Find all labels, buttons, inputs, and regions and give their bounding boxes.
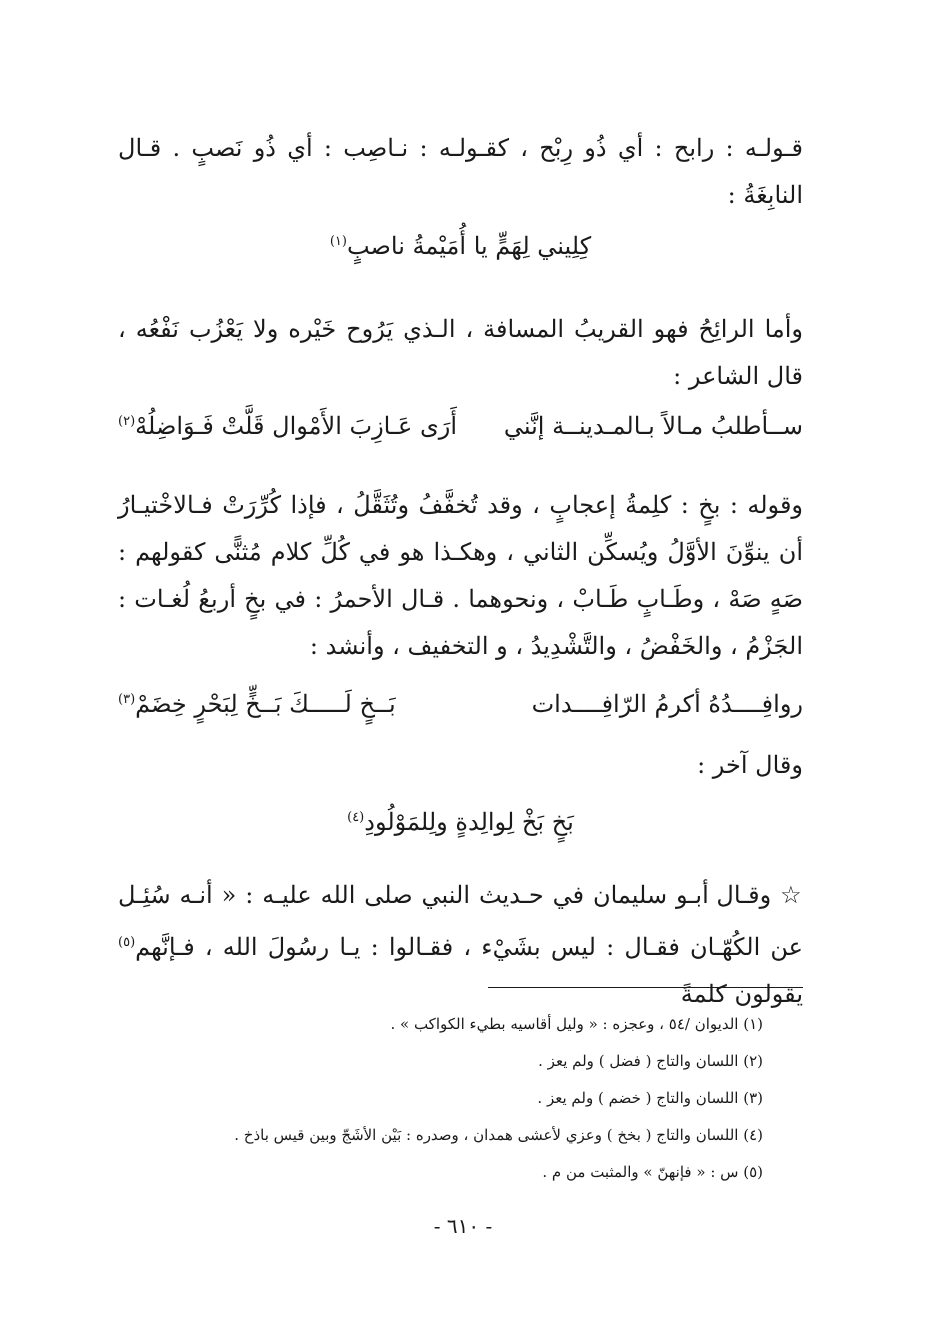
footnote-2: (٢) اللسان والتاج ( فضل ) ولم يعز . [538, 1052, 763, 1070]
page-number: - ٦١٠ - [433, 1214, 493, 1238]
verse-2-second-hemistich: أَرَى عَـازِبَ الأَمْوال قَلَّتْ فَـوَاضِلُهْ [135, 412, 458, 440]
paragraph-5-end: يقولون كلمةً [680, 980, 803, 1008]
verse-1 [118, 232, 803, 260]
verse-3-second-hemistich: بَــخٍ لَـــــكَ بَــخٍّ لِبَحْرٍ خِضَمْ [135, 690, 396, 718]
verse-2-first-hemistich: ســأطلبُ مـالاً بـالمـدينــة إنَّني [503, 412, 803, 440]
footnote-mark-1: (١) [329, 234, 347, 249]
footnote-1: (١) الديوان /٥٤ ، وعجزه : « وليل أقاسيه بطيء الكواكب » . [390, 1015, 763, 1033]
footnote-divider [488, 987, 803, 988]
paragraph-3-text: وقوله : بخٍ : كلِمةُ إعجابٍ ، وقد تُخفَّفُ وتُثَقَّلُ ، فإذا كُرِّرَتْ فـالاخْتيـارُ أن ينوِّنَ الأوَّلُ ويُسكِّن الثاني ، وهكـذا هو في كُلِّ كلام مُثنًّى كقولهم : صَهٍ صَهْ ، وطَـابٍ طَـابْ ، ونحوهما . قـال الأحمرُ : في بخٍ أربعُ لُغـات : الجَزْمُ ، والخَفْضُ ، والتَّشْدِيدُ ، و التخفيف ، وأنشد : [118, 491, 803, 660]
footnote-5: (٥) س : « فإنهنّ » والمثبت من م . [542, 1163, 763, 1181]
footnote-mark-5: (٥) [118, 935, 136, 950]
paragraph-4-text: وقال آخر : [697, 751, 803, 779]
verse-3 [118, 690, 803, 718]
paragraph-1 [118, 125, 803, 219]
paragraph-5-text: وقـال أبـو سليمان في حـديث النبي صلى الله عليـه : « أنـه سُئِـل عن الكُهّـان فقـال : ليس بشَيْء ، فقـالوا : يـا رسُولَ الله ، فـإنَّهم [118, 881, 803, 961]
verse-2 [118, 412, 803, 440]
footnote-mark-2: (٢) [118, 414, 136, 429]
footnote-3: (٣) اللسان والتاج ( خضم ) ولم يعز . [537, 1089, 763, 1107]
paragraph-2 [118, 306, 803, 400]
paragraph-2-text: وأما الرائِحُ فهو القريبُ المسافة ، الـذي يَرُوح خَيْره ولا يَعْزُب نَفْعُه ، قال الشاعر : [118, 315, 803, 390]
verse-4 [118, 808, 803, 836]
verse-3-first-hemistich: روافِــــدُهُ أكرمُ الرّافِــــدات [531, 690, 803, 718]
verse-4-text: بَخٍ بَخْ لِوالِدةٍ ولِلمَوْلُودِ [364, 808, 574, 836]
paragraph-3 [118, 482, 803, 670]
paragraph-1-text: قـولـه : رابح : أي ذُو رِبْح ، كقـولـه : نـاصِب : أي ذُو نَصبٍ . قـال النابِغَةُ : [118, 134, 803, 209]
footnote-mark-3: (٣) [118, 692, 136, 707]
footnote-4: (٤) اللسان والتاج ( بخخ ) وعزي لأعشى همدان ، وصدره : بَيْن الأشَجّ وبين قيس باذخ . [234, 1126, 763, 1144]
paragraph-5 [118, 872, 803, 1018]
star-icon: ☆ [780, 881, 803, 909]
footnote-mark-4: (٤) [347, 810, 365, 825]
verse-1-text: كِلِيني لِهَمٍّ يا أُمَيْمةُ ناصبٍ [346, 232, 592, 260]
paragraph-4 [118, 742, 803, 789]
